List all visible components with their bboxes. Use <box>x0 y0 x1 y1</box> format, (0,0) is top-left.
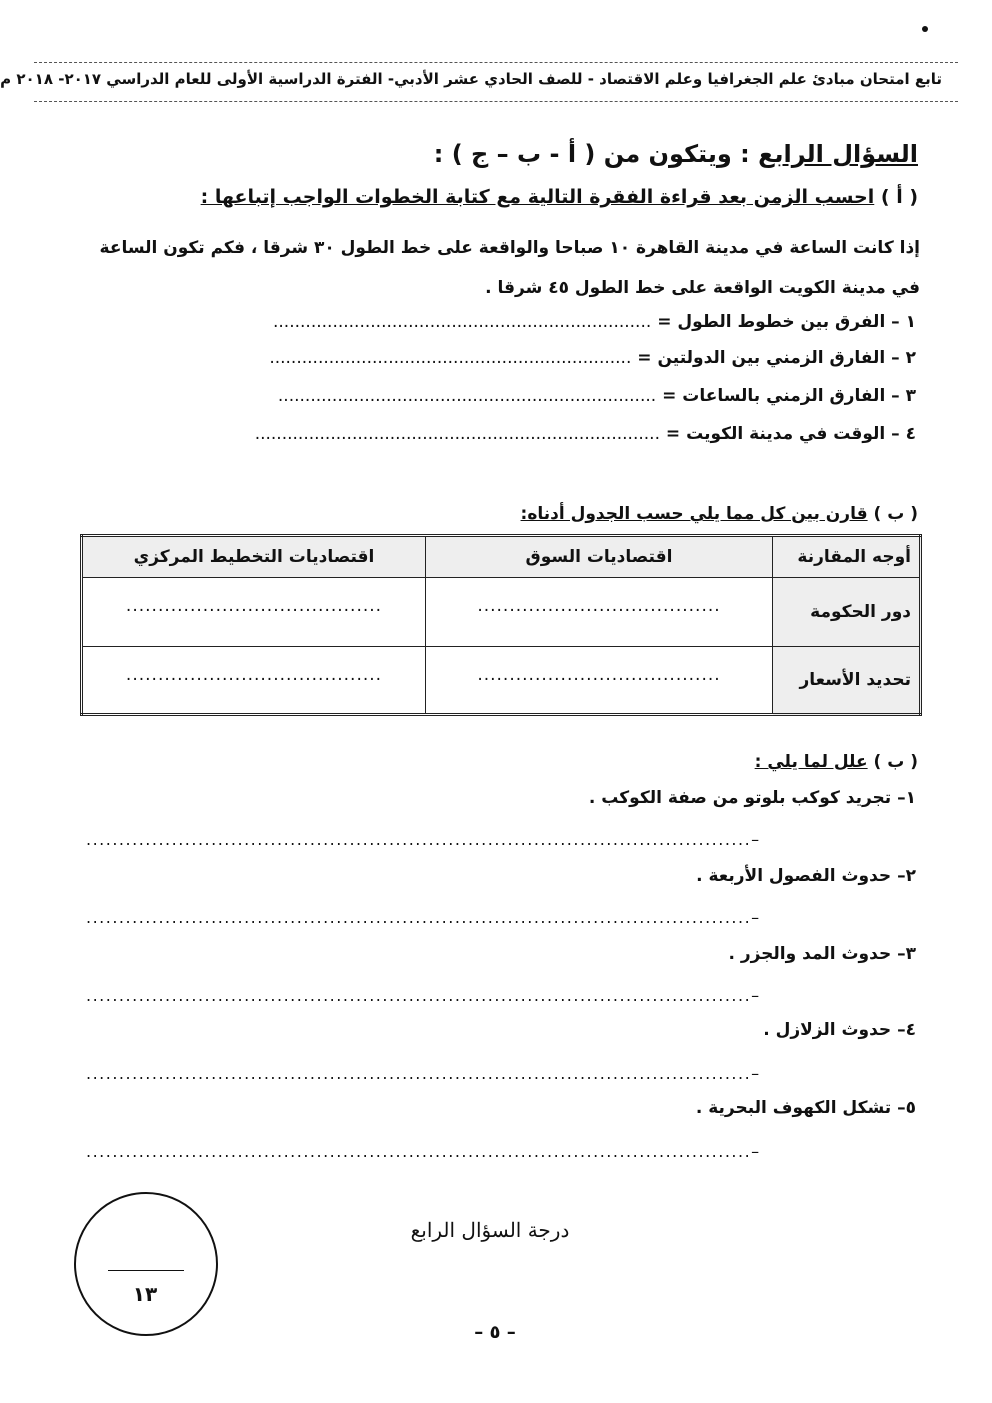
reason-answer-5[interactable]: .....................................................................................................– <box>86 1142 761 1161</box>
reason-item-1: ١– تجريد كوكب بلوتو من صفة الكوكب . <box>588 788 916 808</box>
reason-answer-1[interactable]: .....................................................................................................– <box>86 830 761 849</box>
cell-central-government[interactable]: ........................................ <box>82 578 426 646</box>
exam-header: تابع امتحان مبادئ علم الجغرافيا وعلم الاقتصاد - للصف الحادي عشر الأدبي- الفترة الدراسية الأولى للعام الدراسي ٢٠١٧- ٢٠١٨ م <box>0 70 942 88</box>
reason-answer-4[interactable]: .....................................................................................................– <box>86 1064 761 1083</box>
partA-instruction: احسب الزمن بعد قراءة الفقرة التالية مع كتابة الخطوات الواجب إتباعها : <box>200 186 875 208</box>
max-score: ١٣ <box>132 1282 158 1306</box>
question4-title-rest: : ويتكون من ( أ - ب – ج ) : <box>433 140 750 168</box>
partA-item-1-text: ١ – الفرق بين خطوط الطول = <box>657 312 916 332</box>
partA-title <box>60 186 918 208</box>
cell-central-prices[interactable]: ........................................ <box>82 646 426 714</box>
reason-answer-2[interactable]: .....................................................................................................– <box>86 908 761 927</box>
partA-item-2-text: ٢ – الفارق الزمني بين الدولتين = <box>637 348 916 368</box>
partA-item-4 <box>80 424 916 444</box>
partA-item-2 <box>80 348 916 368</box>
partA-item-4-text: ٤ – الوقت في مدينة الكويت = <box>665 424 916 444</box>
question4-title <box>60 140 918 168</box>
question4-title-main: السؤال الرابع <box>758 140 918 168</box>
header-central: اقتصاديات التخطيط المركزي <box>82 536 426 578</box>
header-market: اقتصاديات السوق <box>426 536 773 578</box>
partB-title <box>60 504 918 524</box>
table-row <box>82 578 921 646</box>
cell-market-government[interactable]: ...................................... <box>426 578 773 646</box>
partA-paragraph: إذا كانت الساعة في مدينة القاهرة ١٠ صباحا والواقعة على خط الطول ٣٠ شرقا ، فكم تكون الساعة في مدينة الكويت الواقعة على خط الطول ٤٥ شرقا . <box>99 238 920 298</box>
score-circle[interactable] <box>74 1192 218 1336</box>
reason-item-2: ٢– حدوث الفصول الأربعة . <box>696 866 916 886</box>
partA-item-3-text: ٣ – الفارق الزمني بالساعات = <box>662 386 916 406</box>
partB-instruction: قارن بين كل مما يلي حسب الجدول أدناه: <box>520 504 868 524</box>
header-aspect: أوجه المقارنة <box>773 536 921 578</box>
cell-market-prices[interactable]: ...................................... <box>426 646 773 714</box>
reason-item-4: ٤– حدوث الزلازل . <box>763 1020 916 1040</box>
comparison-table <box>80 534 922 716</box>
grade-label: درجة السؤال الرابع <box>410 1218 570 1242</box>
page-number: – ٥ – <box>474 1322 516 1343</box>
partA-item-4-answer[interactable]: ........................................................................... <box>254 424 660 444</box>
partA-item-1 <box>80 312 916 332</box>
partC-title <box>60 752 918 772</box>
score-divider <box>108 1270 184 1271</box>
table-header-row <box>82 536 921 578</box>
corner-mark <box>922 26 928 32</box>
partC-instruction: علل لما يلي : <box>754 752 868 772</box>
row-aspect-government: دور الحكومة <box>773 578 921 646</box>
reason-item-3: ٣– حدوث المد والجزر . <box>728 944 916 964</box>
partC-label: ( ب ) <box>873 752 918 772</box>
row-aspect-prices: تحديد الأسعار <box>773 646 921 714</box>
partA-item-3-answer[interactable]: ...................................................................... <box>277 386 657 406</box>
partA-label: ( أ ) <box>880 186 918 208</box>
partA-item-3 <box>80 386 916 406</box>
reason-answer-3[interactable]: .....................................................................................................– <box>86 986 761 1005</box>
table-row <box>82 646 921 714</box>
partA-item-2-answer[interactable]: ................................................................... <box>269 348 632 368</box>
reason-item-5: ٥– تشكل الكهوف البحرية . <box>695 1098 916 1118</box>
partB-label: ( ب ) <box>873 504 918 524</box>
partA-item-1-answer[interactable]: ...................................................................... <box>273 312 652 332</box>
